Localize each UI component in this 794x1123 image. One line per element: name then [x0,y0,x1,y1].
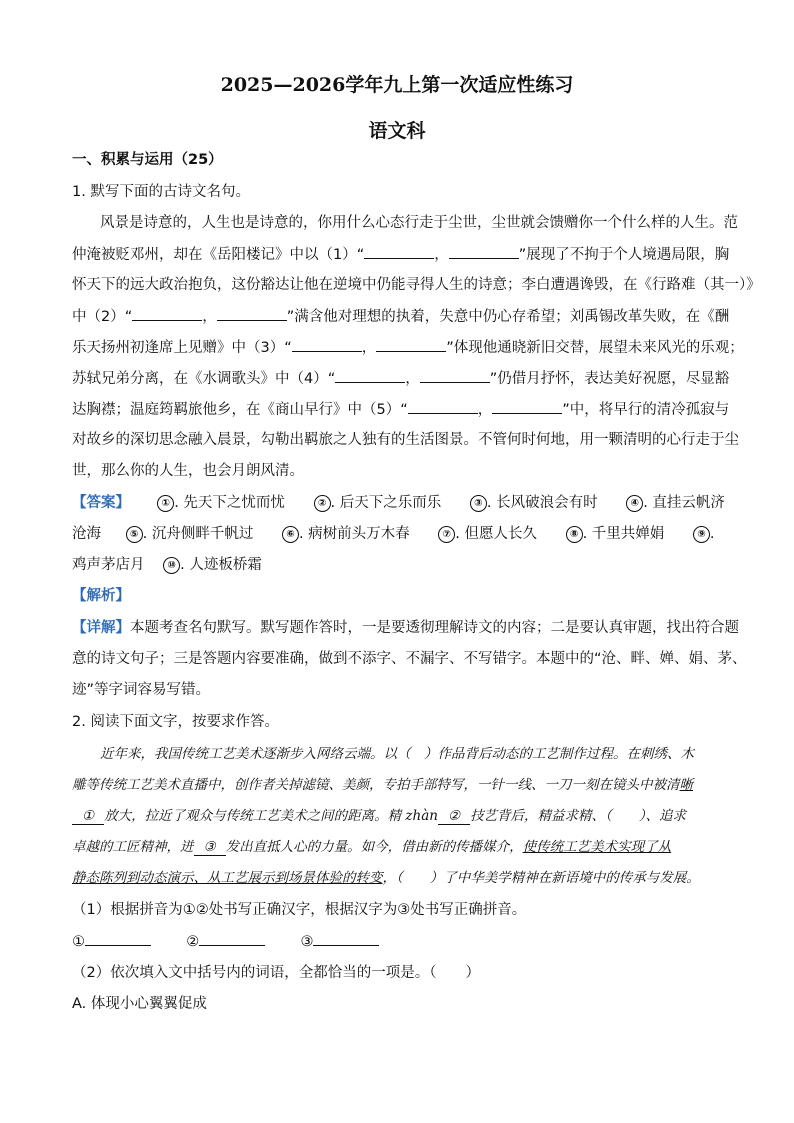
answer-blank[interactable] [85,931,151,946]
answer-blank[interactable] [492,399,562,414]
detail-line: 【详解】本题考查名句默写。默写题作答时，一是要透彻理解诗文的内容；二是要认真审题，找出符合题 [72,620,739,636]
reading-line: 雕等传统工艺美术直播中，创作者关掉滤镜、美颜，专拍手部特写，一针一线、一刀一刻在镜头中被清晰 [72,777,693,793]
detail-line: 迹”等字词容易写错。 [72,682,211,698]
answer-item: ⑩ . 人迹板桥霜 [163,555,262,575]
answer-line [72,555,286,575]
page-subtitle: 语文科 [368,120,426,142]
question-1-stem: 1. 默写下面的古诗文名句。 [72,184,250,200]
passage-line: 世，那么你的人生，也会月朗风清。 [72,463,304,479]
page-title: 2025—2026学年九上第一次适应性练习 [220,74,574,96]
answer-blank[interactable] [217,306,287,321]
blank-3[interactable]: ③ [194,839,226,856]
answer-item: ⑨ . [693,524,715,544]
reading-line: 近年来，我国传统工艺美术逐渐步入网络云端。以（ ）作品背后动态的工艺制作过程。在刺绣、木 [100,746,694,762]
passage-line: 中（2）“ ， ”满含他对理想的执着，失意中仍心存希望；刘禹锡改革失败，在《酬 [72,306,729,327]
sub-question-1: （1）根据拼音为①②处书写正确汉字，根据汉字为③处书写正确拼音。 [72,902,527,918]
blank-1[interactable]: ① [72,808,104,825]
answer-line [72,524,715,544]
answer-item: 鸡声茅店月 [72,557,145,573]
answer-item: ⑤ . 沉舟侧畔千帆过 [126,524,254,544]
passage-line: 对故乡的深切思念融入晨景，勾勒出羁旅之人独有的生活图景。不管何时何地，用一颗清明的心行走于尘 [72,432,739,448]
answer-item: ① . 先天下之忧而忧 [157,493,285,513]
answer-tag: 【答案】 [72,495,130,511]
blank-2[interactable]: ② [438,808,470,825]
option-a[interactable]: A. 体现小心翼翼促成 [72,996,207,1012]
answer-blank[interactable] [132,306,202,321]
passage-line: 达胸襟；温庭筠羁旅他乡，在《商山早行》中（5）“ ， ”中，将早行的清冷孤寂与 [72,399,729,420]
answer-item: ② . 后天下之乐而乐 [314,493,442,513]
reading-line: ① 放大，拉近了观众与传统工艺美术之间的距离。精 zhàn ② 技艺背后，精益求精、（ ）、追求 [72,806,686,826]
answer-item: ⑦ . 但愿人长久 [438,524,537,544]
passage-line: 怀天下的远大政治抱负，这份豁达让他在逆境中仍能寻得人生的诗意；李白遭遇谗毁，在《行路难（其一）》 [72,277,761,293]
answer-blank[interactable] [364,244,434,259]
answer-blank[interactable] [313,931,379,946]
answer-blank[interactable] [199,931,265,946]
detail-line: 意的诗文句子；三是答题内容要准确，做到不添字、不漏字、不写错字。本题中的“沧、畔、婵、娟、茅、 [72,651,747,667]
reading-line: 卓越的工匠精神，迸 ③ 发出直抵人心的力量。如今，借由新的传播媒介，使传统工艺美术实现了从 [72,839,672,855]
answer-blank[interactable] [449,244,519,259]
question-2-stem: 2. 阅读下面文字，按要求作答。 [72,714,279,730]
blank-row: ① ② ③ [72,931,379,952]
answer-blank[interactable] [376,337,446,352]
passage-line: 仲淹被贬邓州，却在《岳阳楼记》中以（1）“ ， ”展现了不拘于个人境遇局限，胸 [72,244,729,265]
analysis-tag: 【解析】 [72,588,130,604]
passage-line: 苏轼兄弟分离，在《水调歌头》中（4）“ ， ”仍借月抒怀，表达美好祝愿，尽显豁 [72,368,729,389]
answer-blank[interactable] [292,337,362,352]
reading-line: 静态陈列到动态演示、从工艺展示到场景体验的转变，（ ）了中华美学精神在新语境中的传承与发展。 [72,870,700,886]
sub-question-2: （2）依次填入文中括号内的词语，全都恰当的一项是。（ ） [72,965,480,981]
answer-line [72,493,725,513]
answer-blank[interactable] [408,399,478,414]
answer-blank[interactable] [420,368,490,383]
section-heading: 一、积累与运用（25） [72,152,223,168]
answer-item: 沧海 [72,526,101,542]
answer-blank[interactable] [335,368,405,383]
answer-item: ③ . 长风破浪会有时 [470,493,598,513]
answer-item: ⑥ . 病树前头万木春 [282,524,410,544]
answer-item: ④ . 直挂云帆济 [626,493,725,513]
answer-item: ⑧ . 千里共婵娟 [566,524,665,544]
passage-line: 风景是诗意的，人生也是诗意的，你用什么心态行走于尘世，尘世就会馈赠你一个什么样的人生。范 [100,215,738,231]
passage-line: 乐天扬州初逢席上见赠》中（3）“ ， ”体现他通晓新旧交替，展望未来风光的乐观； [72,337,744,358]
